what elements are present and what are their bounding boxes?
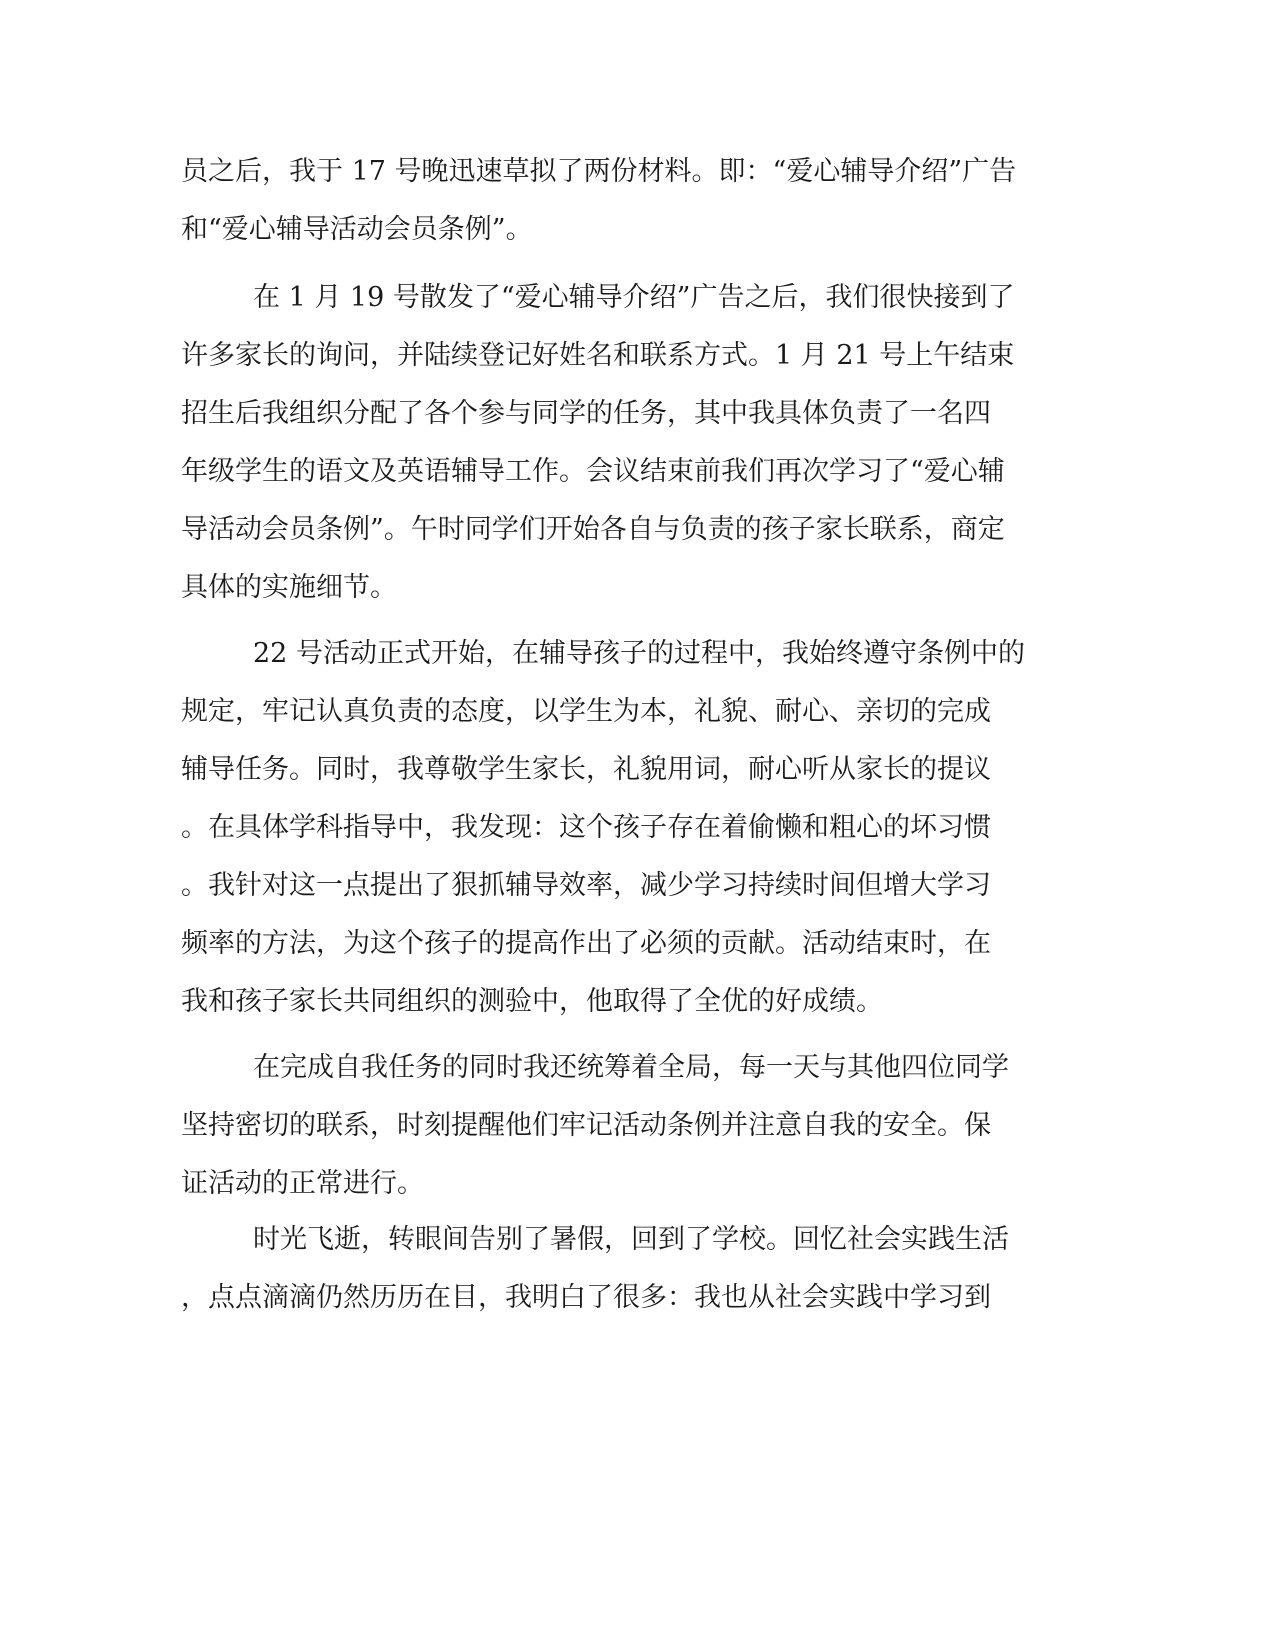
- text-line: 规定，牢记认真负责的态度，以学生为本，礼貌、耐心、亲切的完成: [181, 696, 991, 727]
- text-line: 。我针对这一点提出了狠抓辅导效率，减少学习持续时间但增大学习: [181, 870, 991, 901]
- text-line: 证活动的正常进行。: [181, 1168, 424, 1199]
- text-line: 频率的方法，为这个孩子的提高作出了必须的贡献。活动结束时，在: [181, 928, 991, 959]
- text-line: 坚持密切的联系，时刻提醒他们牢记活动条例并注意自我的安全。保: [181, 1110, 991, 1141]
- text-line: 具体的实施细节。: [181, 572, 397, 603]
- text-line: ，点点滴滴仍然历历在目，我明白了很多：我也从社会实践中学习到: [181, 1282, 991, 1313]
- paragraph-start-line: 在完成自我任务的同时我还统筹着全局，每一天与其他四位同学: [253, 1052, 1009, 1083]
- text-line: 许多家长的询问，并陆续登记好姓名和联系方式。1 月 21 号上午结束: [181, 340, 1015, 371]
- paragraph-start-line: 在 1 月 19 号散发了“爱心辅导介绍”广告之后，我们很快接到了: [253, 282, 1015, 313]
- paragraph-start-line: 时光飞逝，转眼间告别了暑假，回到了学校。回忆社会实践生活: [253, 1224, 1009, 1255]
- paragraph-start-line: 22 号活动正式开始，在辅导孩子的过程中，我始终遵守条例中的: [253, 638, 1025, 669]
- text-line: 我和孩子家长共同组织的测验中，他取得了全优的好成绩。: [181, 986, 883, 1017]
- text-line: 招生后我组织分配了各个参与同学的任务，其中我具体负责了一名四: [181, 398, 991, 429]
- text-line: 导活动会员条例”。午时同学们开始各自与负责的孩子家长联系，商定: [181, 514, 1005, 545]
- text-line: 。在具体学科指导中，我发现：这个孩子存在着偷懒和粗心的坏习惯: [181, 812, 991, 843]
- text-line: 辅导任务。同时，我尊敬学生家长，礼貌用词，耐心听从家长的提议: [181, 754, 991, 785]
- text-line: 年级学生的语文及英语辅导工作。会议结束前我们再次学习了“爱心辅: [181, 456, 1005, 487]
- text-line: 和“爱心辅导活动会员条例”。: [181, 214, 533, 245]
- text-line: 员之后，我于 17 号晚迅速草拟了两份材料。即：“爱心辅导介绍”广告: [181, 156, 1017, 187]
